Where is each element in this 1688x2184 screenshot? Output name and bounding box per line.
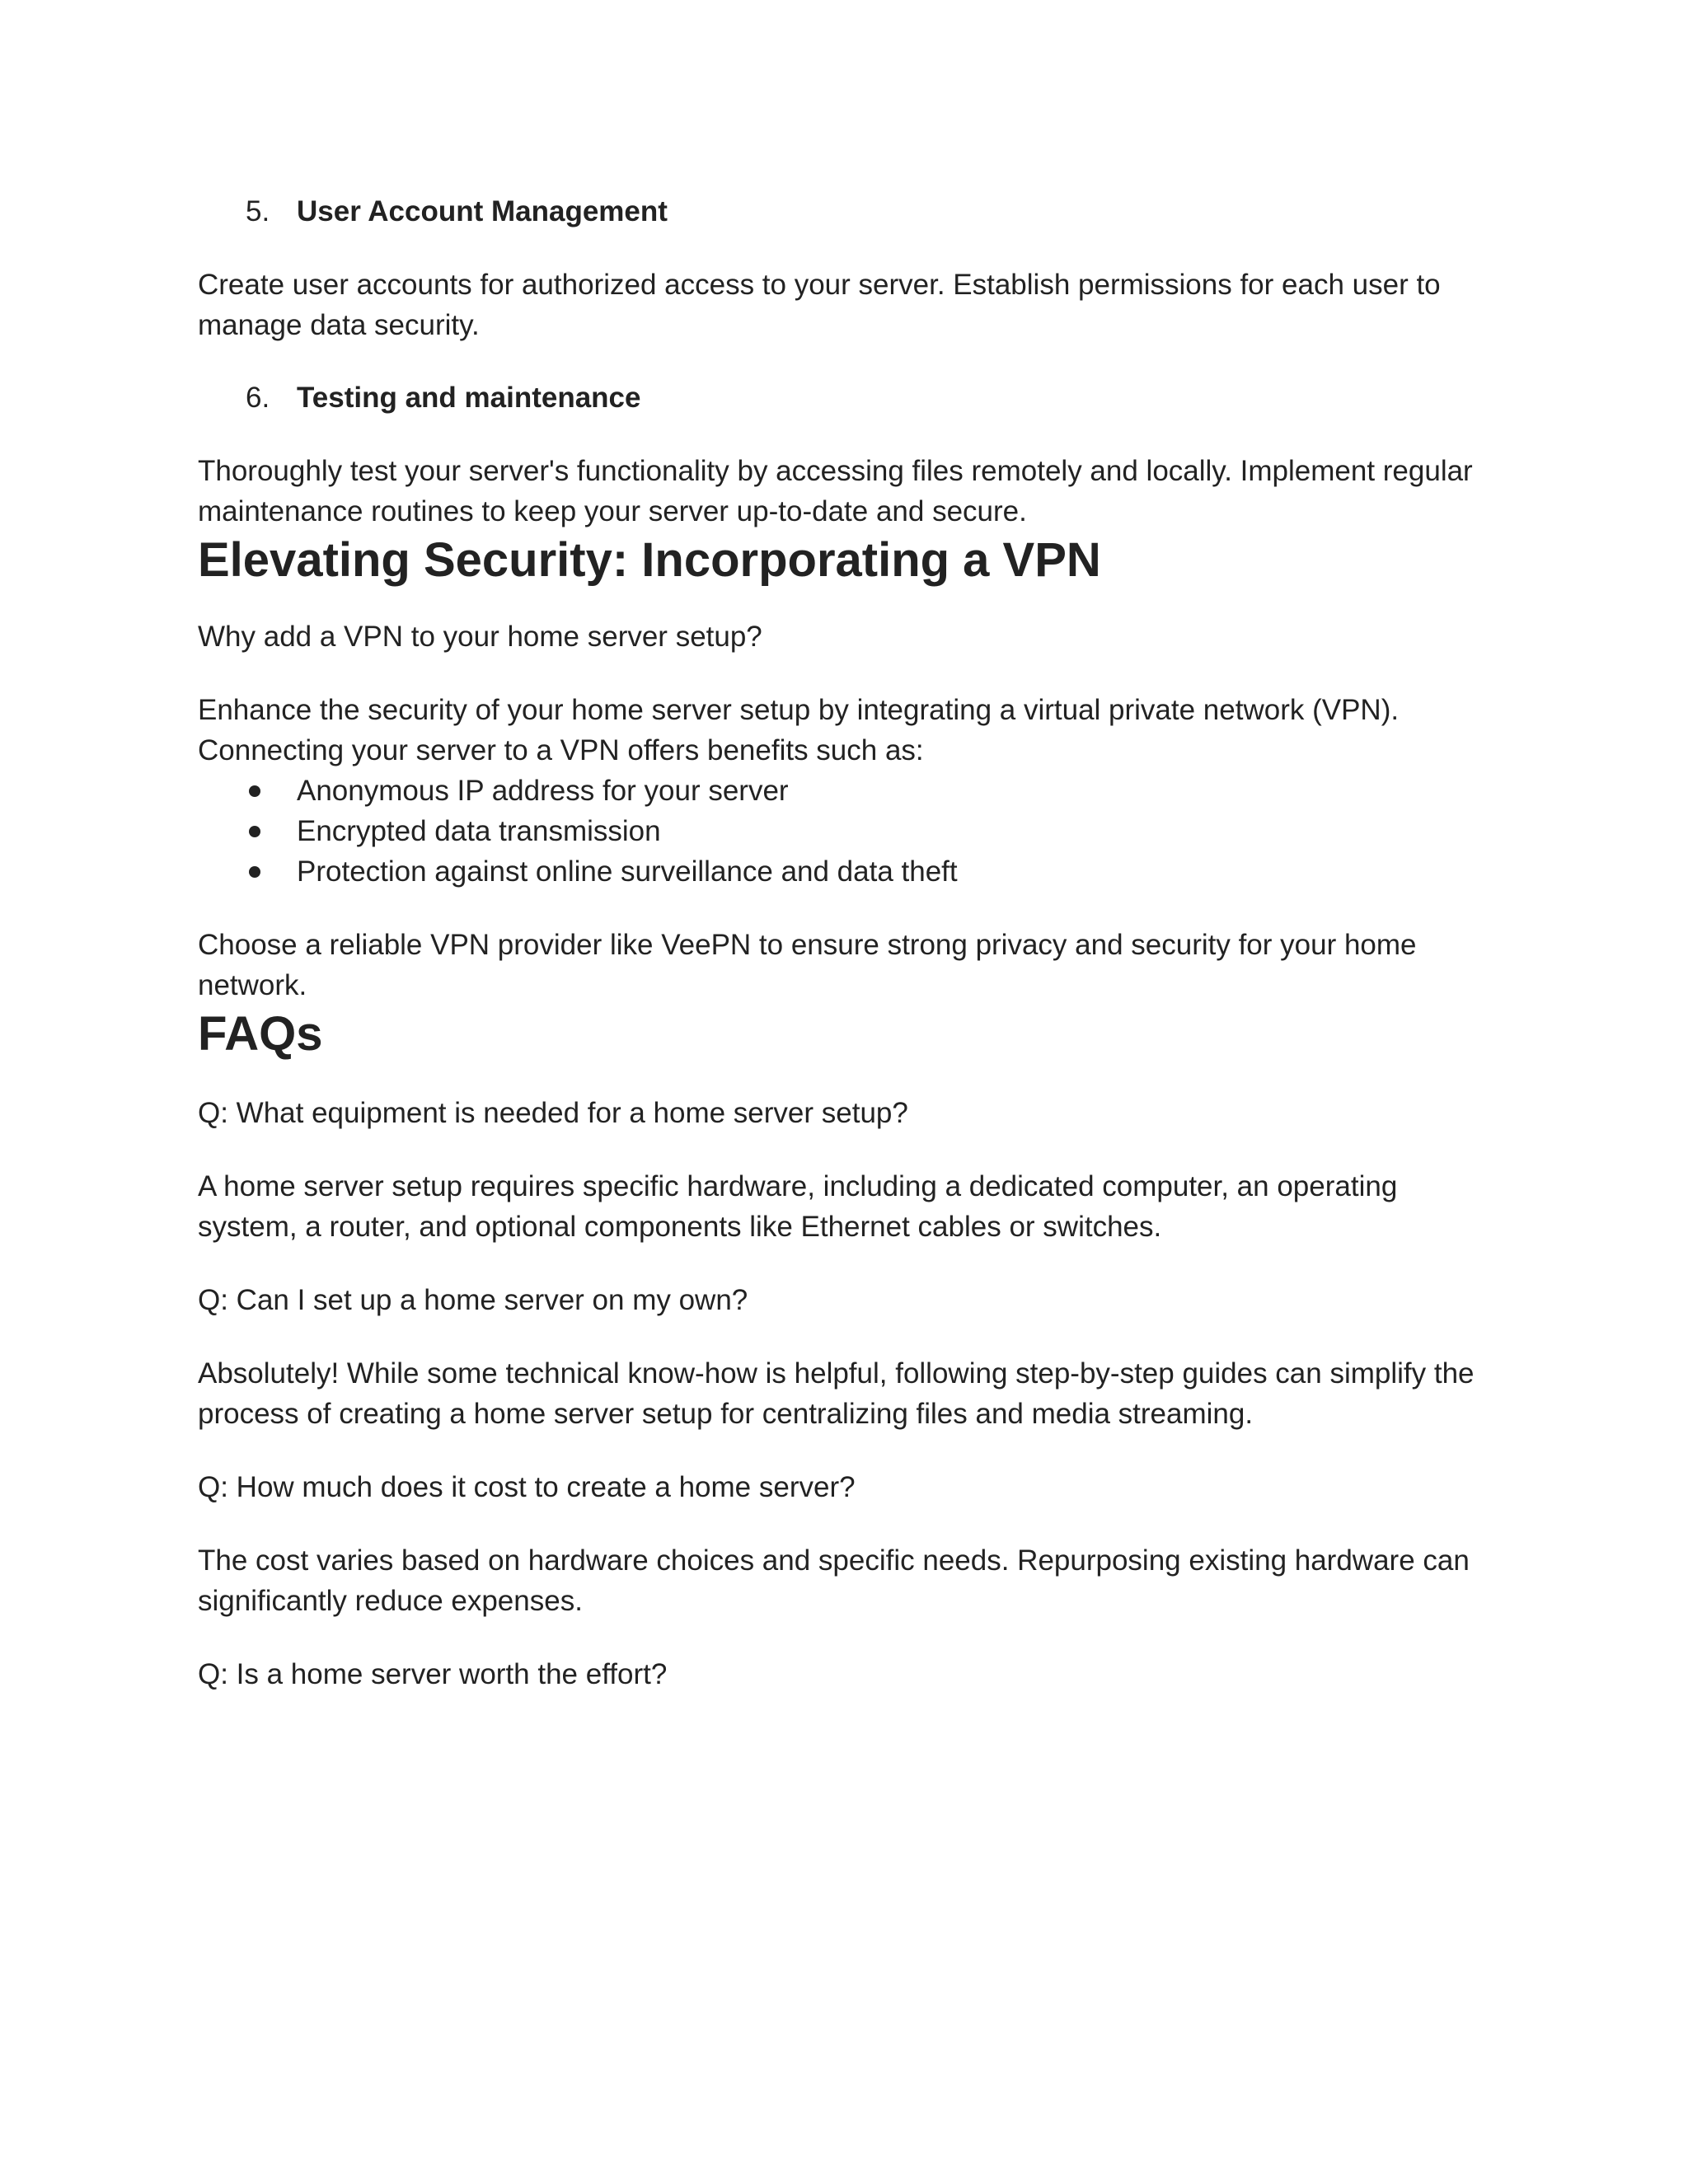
bullet-icon [249, 866, 260, 878]
faq-question: Q: Can I set up a home server on my own? [198, 1284, 748, 1316]
faq-answer: The cost varies based on hardware choices and specific needs. Repurposing existing hardware can significantly reduce expenses. [198, 1544, 1470, 1617]
vpn-benefits-list [198, 771, 1500, 892]
list-number: 5. [246, 195, 270, 227]
faq-answer: A home server setup requires specific hardware, including a dedicated computer, an operating system, a router, and optional components like Ethernet cables or switches. [198, 1170, 1398, 1243]
faq-question: Q: Is a home server worth the effort? [198, 1658, 668, 1690]
list-item-text: Encrypted data transmission [297, 815, 661, 847]
vpn-question: Why add a VPN to your home server setup? [198, 621, 762, 653]
list-item [198, 851, 1500, 892]
list-item [198, 771, 1500, 811]
step-description: Create user accounts for authorized access to your server. Establish permissions for each user to manage data security. [198, 269, 1441, 341]
bullet-icon [249, 785, 260, 797]
section-heading-vpn: Elevating Security: Incorporating a VPN [198, 533, 1101, 587]
document-content [198, 191, 1500, 1694]
faq-question: Q: How much does it cost to create a home server? [198, 1471, 856, 1503]
vpn-intro: Enhance the security of your home server setup by integrating a virtual private network (VPN). Connecting your server to a VPN offers benefits such as: [198, 694, 1400, 766]
bullet-icon [249, 826, 260, 837]
vpn-closing: Choose a reliable VPN provider like VeePN to ensure strong privacy and security for your home network. [198, 929, 1417, 1001]
step-title: Testing and maintenance [297, 382, 641, 414]
numbered-item-6 [198, 377, 1500, 418]
faq-answer: Absolutely! While some technical know-how is helpful, following step-by-step guides can simplify the process of creating a home server setup for centralizing files and media streaming. [198, 1357, 1475, 1430]
list-item-text: Anonymous IP address for your server [297, 775, 789, 807]
section-heading-faqs: FAQs [198, 1007, 323, 1061]
step-title: User Account Management [297, 195, 668, 227]
numbered-item-5 [198, 191, 1500, 232]
list-item-text: Protection against online surveillance and data theft [297, 855, 958, 888]
step-description: Thoroughly test your server's functionality by accessing files remotely and locally. Implement regular maintenance routines to keep your server up-to-date and secure. [198, 455, 1473, 527]
faq-question: Q: What equipment is needed for a home server setup? [198, 1097, 908, 1129]
list-number: 6. [246, 382, 270, 414]
list-item [198, 811, 1500, 851]
